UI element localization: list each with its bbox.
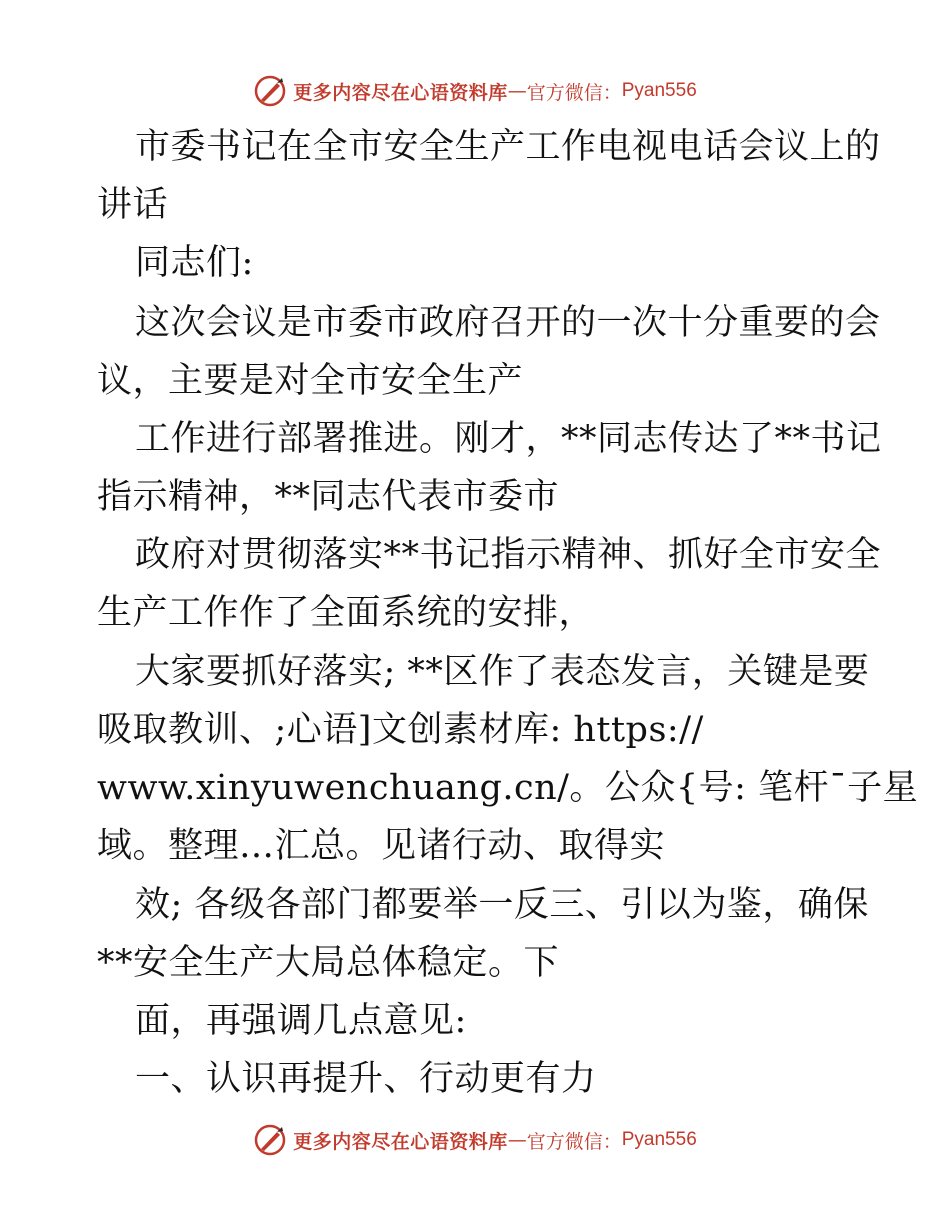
doc-line: www.xinyuwenchuang.cn/。公众{号: 笔杆¯子星 — [97, 768, 919, 808]
quill-logo-icon — [253, 1123, 287, 1157]
header-banner-dash: — — [507, 80, 527, 102]
footer-banner-dash: — — [507, 1129, 527, 1151]
doc-line: 效; 各级各部门都要举一反三、引以为鉴，确保 — [135, 885, 869, 925]
footer-banner-text: 更多内容尽在心语资料库 — [293, 1130, 508, 1153]
doc-line: 指示精神，**同志代表市委市 — [97, 477, 560, 517]
doc-line: **安全生产大局总体稳定。下 — [97, 943, 560, 983]
doc-line: 讲话 — [97, 185, 169, 225]
quill-logo-icon — [253, 74, 287, 108]
footer-wechat-id: Pyan556 — [621, 1129, 697, 1150]
doc-line: 政府对贯彻落实**书记指示精神、抓好全市安全 — [135, 535, 882, 575]
header-banner-text: 更多内容尽在心语资料库 — [293, 81, 508, 104]
doc-line: 面，再强调几点意见: — [135, 1001, 467, 1041]
footer-watermark-banner — [0, 1120, 950, 1160]
header-wechat-label: 官方微信： — [526, 81, 622, 104]
footer-wechat-label: 官方微信： — [526, 1130, 622, 1153]
doc-line: 工作进行部署推进。刚才，**同志传达了**书记 — [135, 419, 882, 459]
doc-line: 域。整理…汇总。见诸行动、取得实 — [97, 826, 666, 866]
doc-line: 市委书记在全市安全生产工作电视电话会议上的 — [135, 127, 881, 167]
doc-line: 议，主要是对全市安全生产 — [97, 361, 524, 401]
section-heading: 一、认识再提升、行动更有力 — [135, 1059, 597, 1099]
doc-line: 这次会议是市委市政府召开的一次十分重要的会 — [135, 303, 881, 343]
doc-line: 同志们: — [135, 243, 254, 283]
header-watermark-banner — [0, 71, 950, 111]
doc-line: 吸取教训、;心语]文创素材库: https:// — [97, 710, 704, 750]
doc-line: 大家要抓好落实; **区作了表态发言，关键是要 — [135, 652, 870, 692]
doc-line: 生产工作作了全面系统的安排， — [97, 593, 595, 633]
header-wechat-id: Pyan556 — [621, 80, 697, 101]
